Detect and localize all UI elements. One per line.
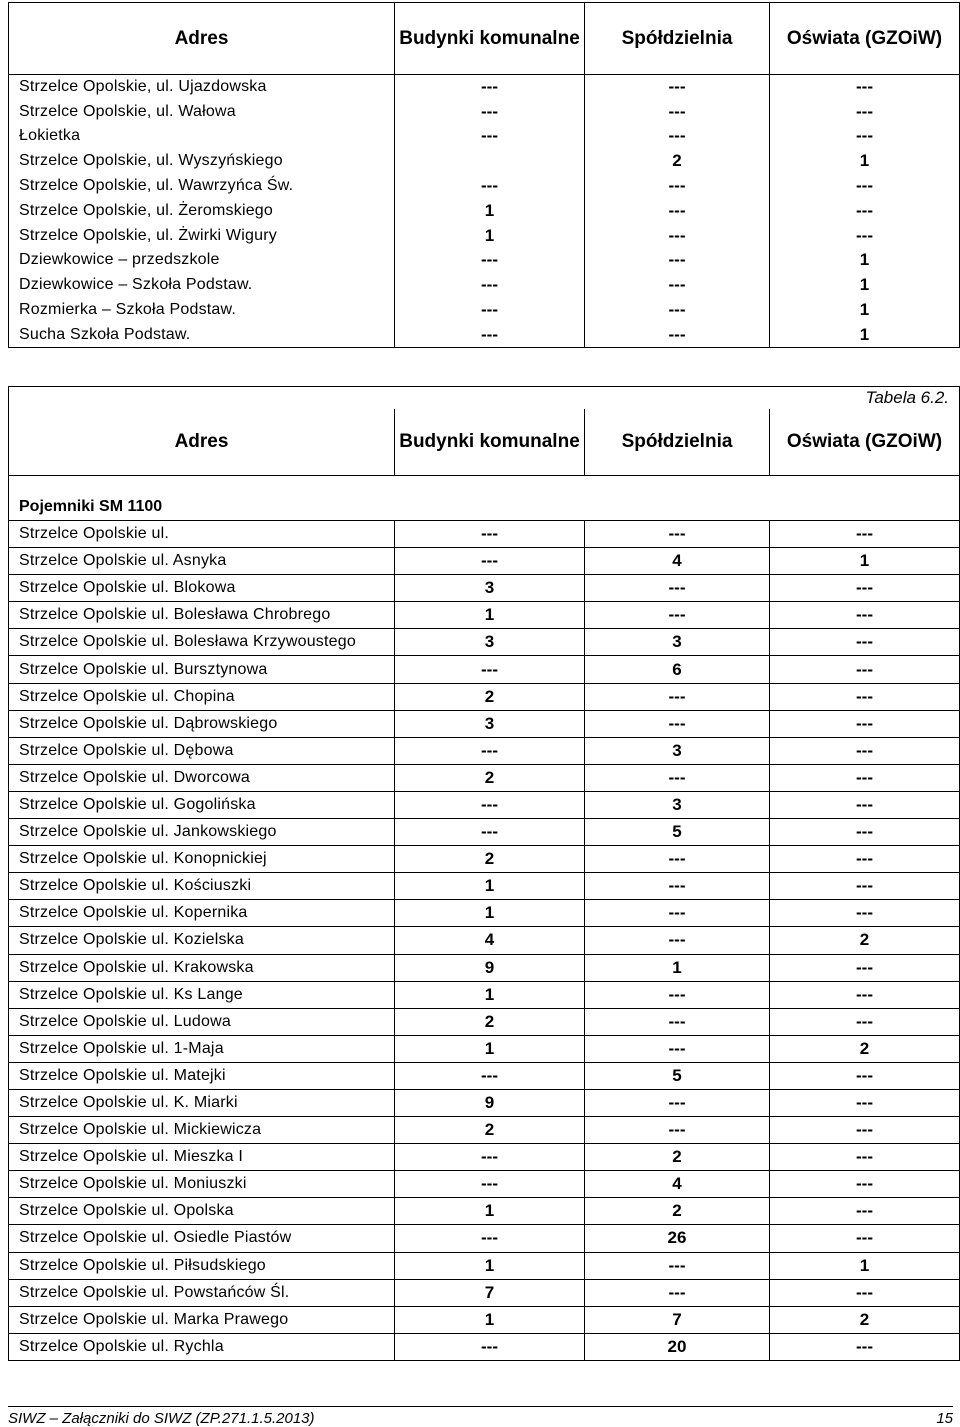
header-oswiata: Oświata (GZOiW) <box>770 409 960 476</box>
header-adres: Adres <box>9 3 395 75</box>
spoldzielnia-cell: 26 <box>585 1225 770 1252</box>
page-number: 15 <box>936 1410 953 1427</box>
budynki-cell: 9 <box>395 1089 585 1116</box>
table-row <box>9 248 960 273</box>
table-row <box>9 1035 960 1062</box>
address-cell: Łokietka <box>9 124 395 149</box>
oswiata-cell: 1 <box>770 248 960 273</box>
header-adres: Adres <box>9 409 395 476</box>
oswiata-cell: --- <box>770 954 960 981</box>
spoldzielnia-cell: --- <box>585 710 770 737</box>
header-oswiata: Oświata (GZOiW) <box>770 3 960 75</box>
address-cell: Strzelce Opolskie ul. 1-Maja <box>9 1035 395 1062</box>
spoldzielnia-cell: --- <box>585 764 770 791</box>
spoldzielnia-cell: 3 <box>585 737 770 764</box>
spoldzielnia-cell: --- <box>585 1252 770 1279</box>
table-row <box>9 846 960 873</box>
spoldzielnia-cell: 2 <box>585 149 770 174</box>
spoldzielnia-cell: --- <box>585 174 770 199</box>
header-budynki: Budynki komunalne <box>395 3 585 75</box>
header-budynki: Budynki komunalne <box>395 409 585 476</box>
table-row <box>9 737 960 764</box>
table-row <box>9 629 960 656</box>
address-cell: Strzelce Opolskie, ul. Wałowa <box>9 99 395 124</box>
spoldzielnia-cell: --- <box>585 602 770 629</box>
oswiata-cell: --- <box>770 710 960 737</box>
oswiata-cell: --- <box>770 1279 960 1306</box>
table-row <box>9 124 960 149</box>
table-row <box>9 1306 960 1333</box>
oswiata-cell: 2 <box>770 1035 960 1062</box>
table-row <box>9 1089 960 1116</box>
budynki-cell: 2 <box>395 846 585 873</box>
spoldzielnia-cell: --- <box>585 521 770 548</box>
waste-table-2 <box>8 386 960 1361</box>
oswiata-cell: 1 <box>770 273 960 298</box>
spoldzielnia-cell: --- <box>585 198 770 223</box>
address-cell: Strzelce Opolskie ul. Jankowskiego <box>9 819 395 846</box>
budynki-cell: 1 <box>395 198 585 223</box>
table-row <box>9 819 960 846</box>
address-cell: Strzelce Opolskie ul. Krakowska <box>9 954 395 981</box>
address-cell: Dziewkowice – przedszkole <box>9 248 395 273</box>
address-cell: Dziewkowice – Szkoła Podstaw. <box>9 273 395 298</box>
oswiata-cell: 1 <box>770 149 960 174</box>
oswiata-cell: --- <box>770 981 960 1008</box>
address-cell: Strzelce Opolskie ul. Asnyka <box>9 548 395 575</box>
table-row <box>9 1333 960 1360</box>
address-cell: Strzelce Opolskie ul. Moniuszki <box>9 1171 395 1198</box>
budynki-cell: 2 <box>395 683 585 710</box>
table-row <box>9 900 960 927</box>
budynki-cell: 7 <box>395 1279 585 1306</box>
spoldzielnia-cell: 1 <box>585 954 770 981</box>
oswiata-cell: 1 <box>770 322 960 347</box>
table-row <box>9 1279 960 1306</box>
table-label: Tabela 6.2. <box>9 387 960 410</box>
spoldzielnia-cell: --- <box>585 981 770 1008</box>
budynki-cell: 4 <box>395 927 585 954</box>
address-cell: Strzelce Opolskie ul. Kościuszki <box>9 873 395 900</box>
oswiata-cell: --- <box>770 764 960 791</box>
table-header <box>9 3 960 75</box>
budynki-cell: --- <box>395 737 585 764</box>
spoldzielnia-cell: --- <box>585 298 770 323</box>
spoldzielnia-cell: --- <box>585 248 770 273</box>
budynki-cell: 1 <box>395 1306 585 1333</box>
budynki-cell: 1 <box>395 1035 585 1062</box>
address-cell: Strzelce Opolskie, ul. Żeromskiego <box>9 198 395 223</box>
header-spoldzielnia: Spółdzielnia <box>585 409 770 476</box>
table-row <box>9 683 960 710</box>
spoldzielnia-cell: 5 <box>585 819 770 846</box>
address-cell: Strzelce Opolskie ul. Bolesława Chrobrego <box>9 602 395 629</box>
spoldzielnia-cell: 2 <box>585 1144 770 1171</box>
address-cell: Strzelce Opolskie ul. Osiedle Piastów <box>9 1225 395 1252</box>
oswiata-cell: --- <box>770 737 960 764</box>
spoldzielnia-cell: --- <box>585 1279 770 1306</box>
budynki-cell: --- <box>395 298 585 323</box>
oswiata-cell: --- <box>770 656 960 683</box>
oswiata-cell: --- <box>770 683 960 710</box>
spoldzielnia-cell: --- <box>585 322 770 347</box>
budynki-cell <box>395 149 585 174</box>
oswiata-cell: --- <box>770 846 960 873</box>
table-row <box>9 873 960 900</box>
table-row <box>9 322 960 347</box>
address-cell: Strzelce Opolskie ul. Opolska <box>9 1198 395 1225</box>
spoldzielnia-cell: --- <box>585 99 770 124</box>
table-row <box>9 174 960 199</box>
spoldzielnia-cell: 4 <box>585 548 770 575</box>
spoldzielnia-cell: --- <box>585 273 770 298</box>
address-cell: Strzelce Opolskie ul. Chopina <box>9 683 395 710</box>
oswiata-cell: 1 <box>770 548 960 575</box>
budynki-cell: 2 <box>395 764 585 791</box>
budynki-cell: --- <box>395 791 585 818</box>
table-row <box>9 764 960 791</box>
address-cell: Strzelce Opolskie, ul. Żwirki Wigury <box>9 223 395 248</box>
table-row <box>9 656 960 683</box>
table-header <box>9 409 960 476</box>
spoldzielnia-cell: --- <box>585 927 770 954</box>
section-title: Pojemniki SM 1100 <box>9 476 960 521</box>
table-row <box>9 1252 960 1279</box>
spoldzielnia-cell: --- <box>585 1117 770 1144</box>
oswiata-cell: 2 <box>770 927 960 954</box>
spoldzielnia-cell: --- <box>585 124 770 149</box>
oswiata-cell: --- <box>770 1171 960 1198</box>
oswiata-cell: --- <box>770 223 960 248</box>
table-row <box>9 602 960 629</box>
table-row <box>9 75 960 100</box>
spoldzielnia-cell: 2 <box>585 1198 770 1225</box>
oswiata-cell: --- <box>770 99 960 124</box>
oswiata-cell: --- <box>770 791 960 818</box>
budynki-cell: --- <box>395 1333 585 1360</box>
spoldzielnia-cell: --- <box>585 75 770 100</box>
budynki-cell: 2 <box>395 1008 585 1035</box>
footer-document-title: SIWZ – Załączniki do SIWZ (ZP.271.1.5.2013) <box>8 1410 315 1427</box>
address-cell: Strzelce Opolskie ul. Dworcowa <box>9 764 395 791</box>
budynki-cell: 3 <box>395 710 585 737</box>
spoldzielnia-cell: --- <box>585 575 770 602</box>
budynki-cell: 1 <box>395 873 585 900</box>
budynki-cell: --- <box>395 548 585 575</box>
oswiata-cell: --- <box>770 819 960 846</box>
budynki-cell: --- <box>395 521 585 548</box>
address-cell: Strzelce Opolskie ul. Dębowa <box>9 737 395 764</box>
table-row <box>9 1062 960 1089</box>
address-cell: Strzelce Opolskie ul. Kozielska <box>9 927 395 954</box>
oswiata-cell: --- <box>770 198 960 223</box>
oswiata-cell: --- <box>770 629 960 656</box>
address-cell: Strzelce Opolskie ul. Matejki <box>9 1062 395 1089</box>
spoldzielnia-cell: 20 <box>585 1333 770 1360</box>
oswiata-cell: --- <box>770 1062 960 1089</box>
table-row <box>9 521 960 548</box>
table-row <box>9 99 960 124</box>
oswiata-cell: --- <box>770 1008 960 1035</box>
budynki-cell: --- <box>395 273 585 298</box>
oswiata-cell: --- <box>770 900 960 927</box>
oswiata-cell: 2 <box>770 1306 960 1333</box>
budynki-cell: --- <box>395 99 585 124</box>
oswiata-cell: --- <box>770 1333 960 1360</box>
oswiata-cell: --- <box>770 1198 960 1225</box>
spoldzielnia-cell: --- <box>585 846 770 873</box>
table-row <box>9 1117 960 1144</box>
budynki-cell: 1 <box>395 1198 585 1225</box>
address-cell: Strzelce Opolskie ul. Ks Lange <box>9 981 395 1008</box>
table-row <box>9 575 960 602</box>
table-row <box>9 149 960 174</box>
table-row <box>9 548 960 575</box>
oswiata-cell: --- <box>770 1144 960 1171</box>
address-cell: Strzelce Opolskie, ul. Ujazdowska <box>9 75 395 100</box>
table-row <box>9 198 960 223</box>
address-cell: Strzelce Opolskie ul. Konopnickiej <box>9 846 395 873</box>
address-cell: Strzelce Opolskie ul. <box>9 521 395 548</box>
header-spoldzielnia: Spółdzielnia <box>585 3 770 75</box>
oswiata-cell: --- <box>770 521 960 548</box>
oswiata-cell: --- <box>770 1225 960 1252</box>
budynki-cell: --- <box>395 124 585 149</box>
budynki-cell: 2 <box>395 1117 585 1144</box>
address-cell: Strzelce Opolskie ul. Blokowa <box>9 575 395 602</box>
address-cell: Strzelce Opolskie ul. Rychla <box>9 1333 395 1360</box>
address-cell: Strzelce Opolskie, ul. Wawrzyńca Św. <box>9 174 395 199</box>
spoldzielnia-cell: --- <box>585 683 770 710</box>
address-cell: Strzelce Opolskie ul. Marka Prawego <box>9 1306 395 1333</box>
spoldzielnia-cell: 3 <box>585 629 770 656</box>
oswiata-cell: 1 <box>770 1252 960 1279</box>
budynki-cell: 1 <box>395 602 585 629</box>
budynki-cell: --- <box>395 1062 585 1089</box>
oswiata-cell: --- <box>770 1089 960 1116</box>
spoldzielnia-cell: 3 <box>585 791 770 818</box>
budynki-cell: 1 <box>395 900 585 927</box>
address-cell: Strzelce Opolskie ul. Piłsudskiego <box>9 1252 395 1279</box>
spoldzielnia-cell: 7 <box>585 1306 770 1333</box>
address-cell: Strzelce Opolskie ul. Mieszka I <box>9 1144 395 1171</box>
table-row <box>9 298 960 323</box>
address-cell: Strzelce Opolskie ul. Bursztynowa <box>9 656 395 683</box>
oswiata-cell: 1 <box>770 298 960 323</box>
budynki-cell: --- <box>395 75 585 100</box>
spoldzielnia-cell: --- <box>585 223 770 248</box>
budynki-cell: --- <box>395 1144 585 1171</box>
table-row <box>9 273 960 298</box>
budynki-cell: --- <box>395 248 585 273</box>
address-cell: Strzelce Opolskie ul. Bolesława Krzywoustego <box>9 629 395 656</box>
table-row <box>9 1225 960 1252</box>
spoldzielnia-cell: --- <box>585 1035 770 1062</box>
address-cell: Strzelce Opolskie, ul. Wyszyńskiego <box>9 149 395 174</box>
oswiata-cell: --- <box>770 174 960 199</box>
budynki-cell: 3 <box>395 575 585 602</box>
table-row <box>9 981 960 1008</box>
address-cell: Strzelce Opolskie ul. Mickiewicza <box>9 1117 395 1144</box>
spoldzielnia-cell: 4 <box>585 1171 770 1198</box>
spoldzielnia-cell: --- <box>585 900 770 927</box>
address-cell: Strzelce Opolskie ul. K. Miarki <box>9 1089 395 1116</box>
address-cell: Strzelce Opolskie ul. Kopernika <box>9 900 395 927</box>
budynki-cell: --- <box>395 322 585 347</box>
budynki-cell: --- <box>395 656 585 683</box>
budynki-cell: --- <box>395 1171 585 1198</box>
spoldzielnia-cell: 6 <box>585 656 770 683</box>
budynki-cell: 1 <box>395 981 585 1008</box>
spoldzielnia-cell: --- <box>585 1008 770 1035</box>
table-row <box>9 1144 960 1171</box>
table-row <box>9 1198 960 1225</box>
address-cell: Strzelce Opolskie ul. Gogolińska <box>9 791 395 818</box>
table-row <box>9 1008 960 1035</box>
oswiata-cell: --- <box>770 873 960 900</box>
oswiata-cell: --- <box>770 124 960 149</box>
table-row <box>9 927 960 954</box>
table-row <box>9 223 960 248</box>
oswiata-cell: --- <box>770 75 960 100</box>
waste-table-1 <box>8 2 960 348</box>
table-row <box>9 954 960 981</box>
address-cell: Rozmierka – Szkoła Podstaw. <box>9 298 395 323</box>
budynki-cell: 1 <box>395 223 585 248</box>
address-cell: Strzelce Opolskie ul. Dąbrowskiego <box>9 710 395 737</box>
budynki-cell: --- <box>395 819 585 846</box>
oswiata-cell: --- <box>770 602 960 629</box>
spoldzielnia-cell: --- <box>585 1089 770 1116</box>
budynki-cell: --- <box>395 1225 585 1252</box>
spoldzielnia-cell: --- <box>585 873 770 900</box>
oswiata-cell: --- <box>770 1117 960 1144</box>
budynki-cell: 1 <box>395 1252 585 1279</box>
table-row <box>9 791 960 818</box>
spoldzielnia-cell: 5 <box>585 1062 770 1089</box>
table-row <box>9 1171 960 1198</box>
address-cell: Sucha Szkoła Podstaw. <box>9 322 395 347</box>
address-cell: Strzelce Opolskie ul. Ludowa <box>9 1008 395 1035</box>
budynki-cell: 3 <box>395 629 585 656</box>
table-row <box>9 710 960 737</box>
oswiata-cell: --- <box>770 575 960 602</box>
page-footer <box>8 1406 953 1427</box>
address-cell: Strzelce Opolskie ul. Powstańców Śl. <box>9 1279 395 1306</box>
budynki-cell: 9 <box>395 954 585 981</box>
budynki-cell: --- <box>395 174 585 199</box>
